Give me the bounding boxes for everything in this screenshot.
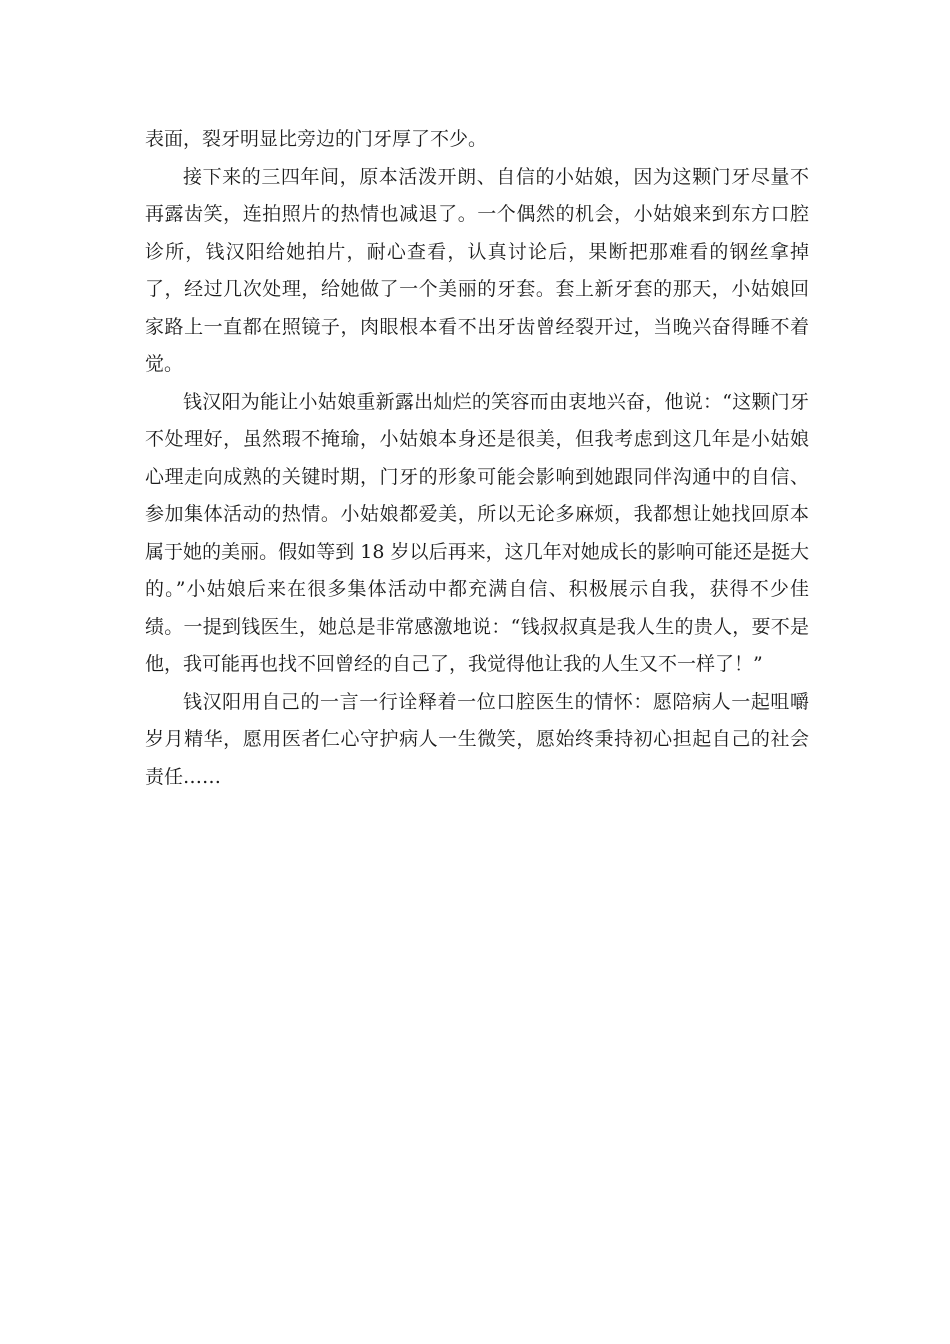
paragraph-conclusion: 钱汉阳用自己的一言一行诠释着一位口腔医生的情怀：愿陪病人一起咀嚼岁月精华，愿用医者仁心守护病人一生微笑，愿始终秉持初心担起自己的社会责任…… <box>145 690 809 788</box>
document-body <box>145 121 809 796</box>
paragraph-braces-story: 接下来的三四年间，原本活泼开朗、自信的小姑娘，因为这颗门牙尽量不再露齿笑，连拍照片的热情也减退了。一个偶然的机会，小姑娘来到东方口腔诊所，钱汉阳给她拍片，耐心查看，认真讨论后，果断把那难看的钢丝拿掉了，经过几次处理，给她做了一个美丽的牙套。套上新牙套的那天，小姑娘回家路上一直都在照镜子，肉眼根本看不出牙齿曾经裂开过，当晚兴奋得睡不着觉。 <box>145 165 809 375</box>
paragraph-doctor-quote: 钱汉阳为能让小姑娘重新露出灿烂的笑容而由衷地兴奋，他说：“这颗门牙不处理好，虽然瑕不掩瑜，小姑娘本身还是很美，但我考虑到这几年是小姑娘心理走向成熟的关键时期，门牙的形象可能会影响到她跟同伴沟通中的自信、参加集体活动的热情。小姑娘都爱美，所以无论多麻烦，我都想让她找回原本属于她的美丽。假如等到 18 岁以后再来，这几年对她成长的影响可能还是挺大的。”小姑娘后来在很多集体活动中都充满自信、积极展示自我，获得不少佳绩。一提到钱医生，她总是非常感激地说：“钱叔叔真是我人生的贵人，要不是他，我可能再也找不回曾经的自己了，我觉得他让我的人生又不一样了！” <box>145 390 809 675</box>
paragraph-continuation: 表面，裂牙明显比旁边的门牙厚了不少。 <box>145 128 488 150</box>
